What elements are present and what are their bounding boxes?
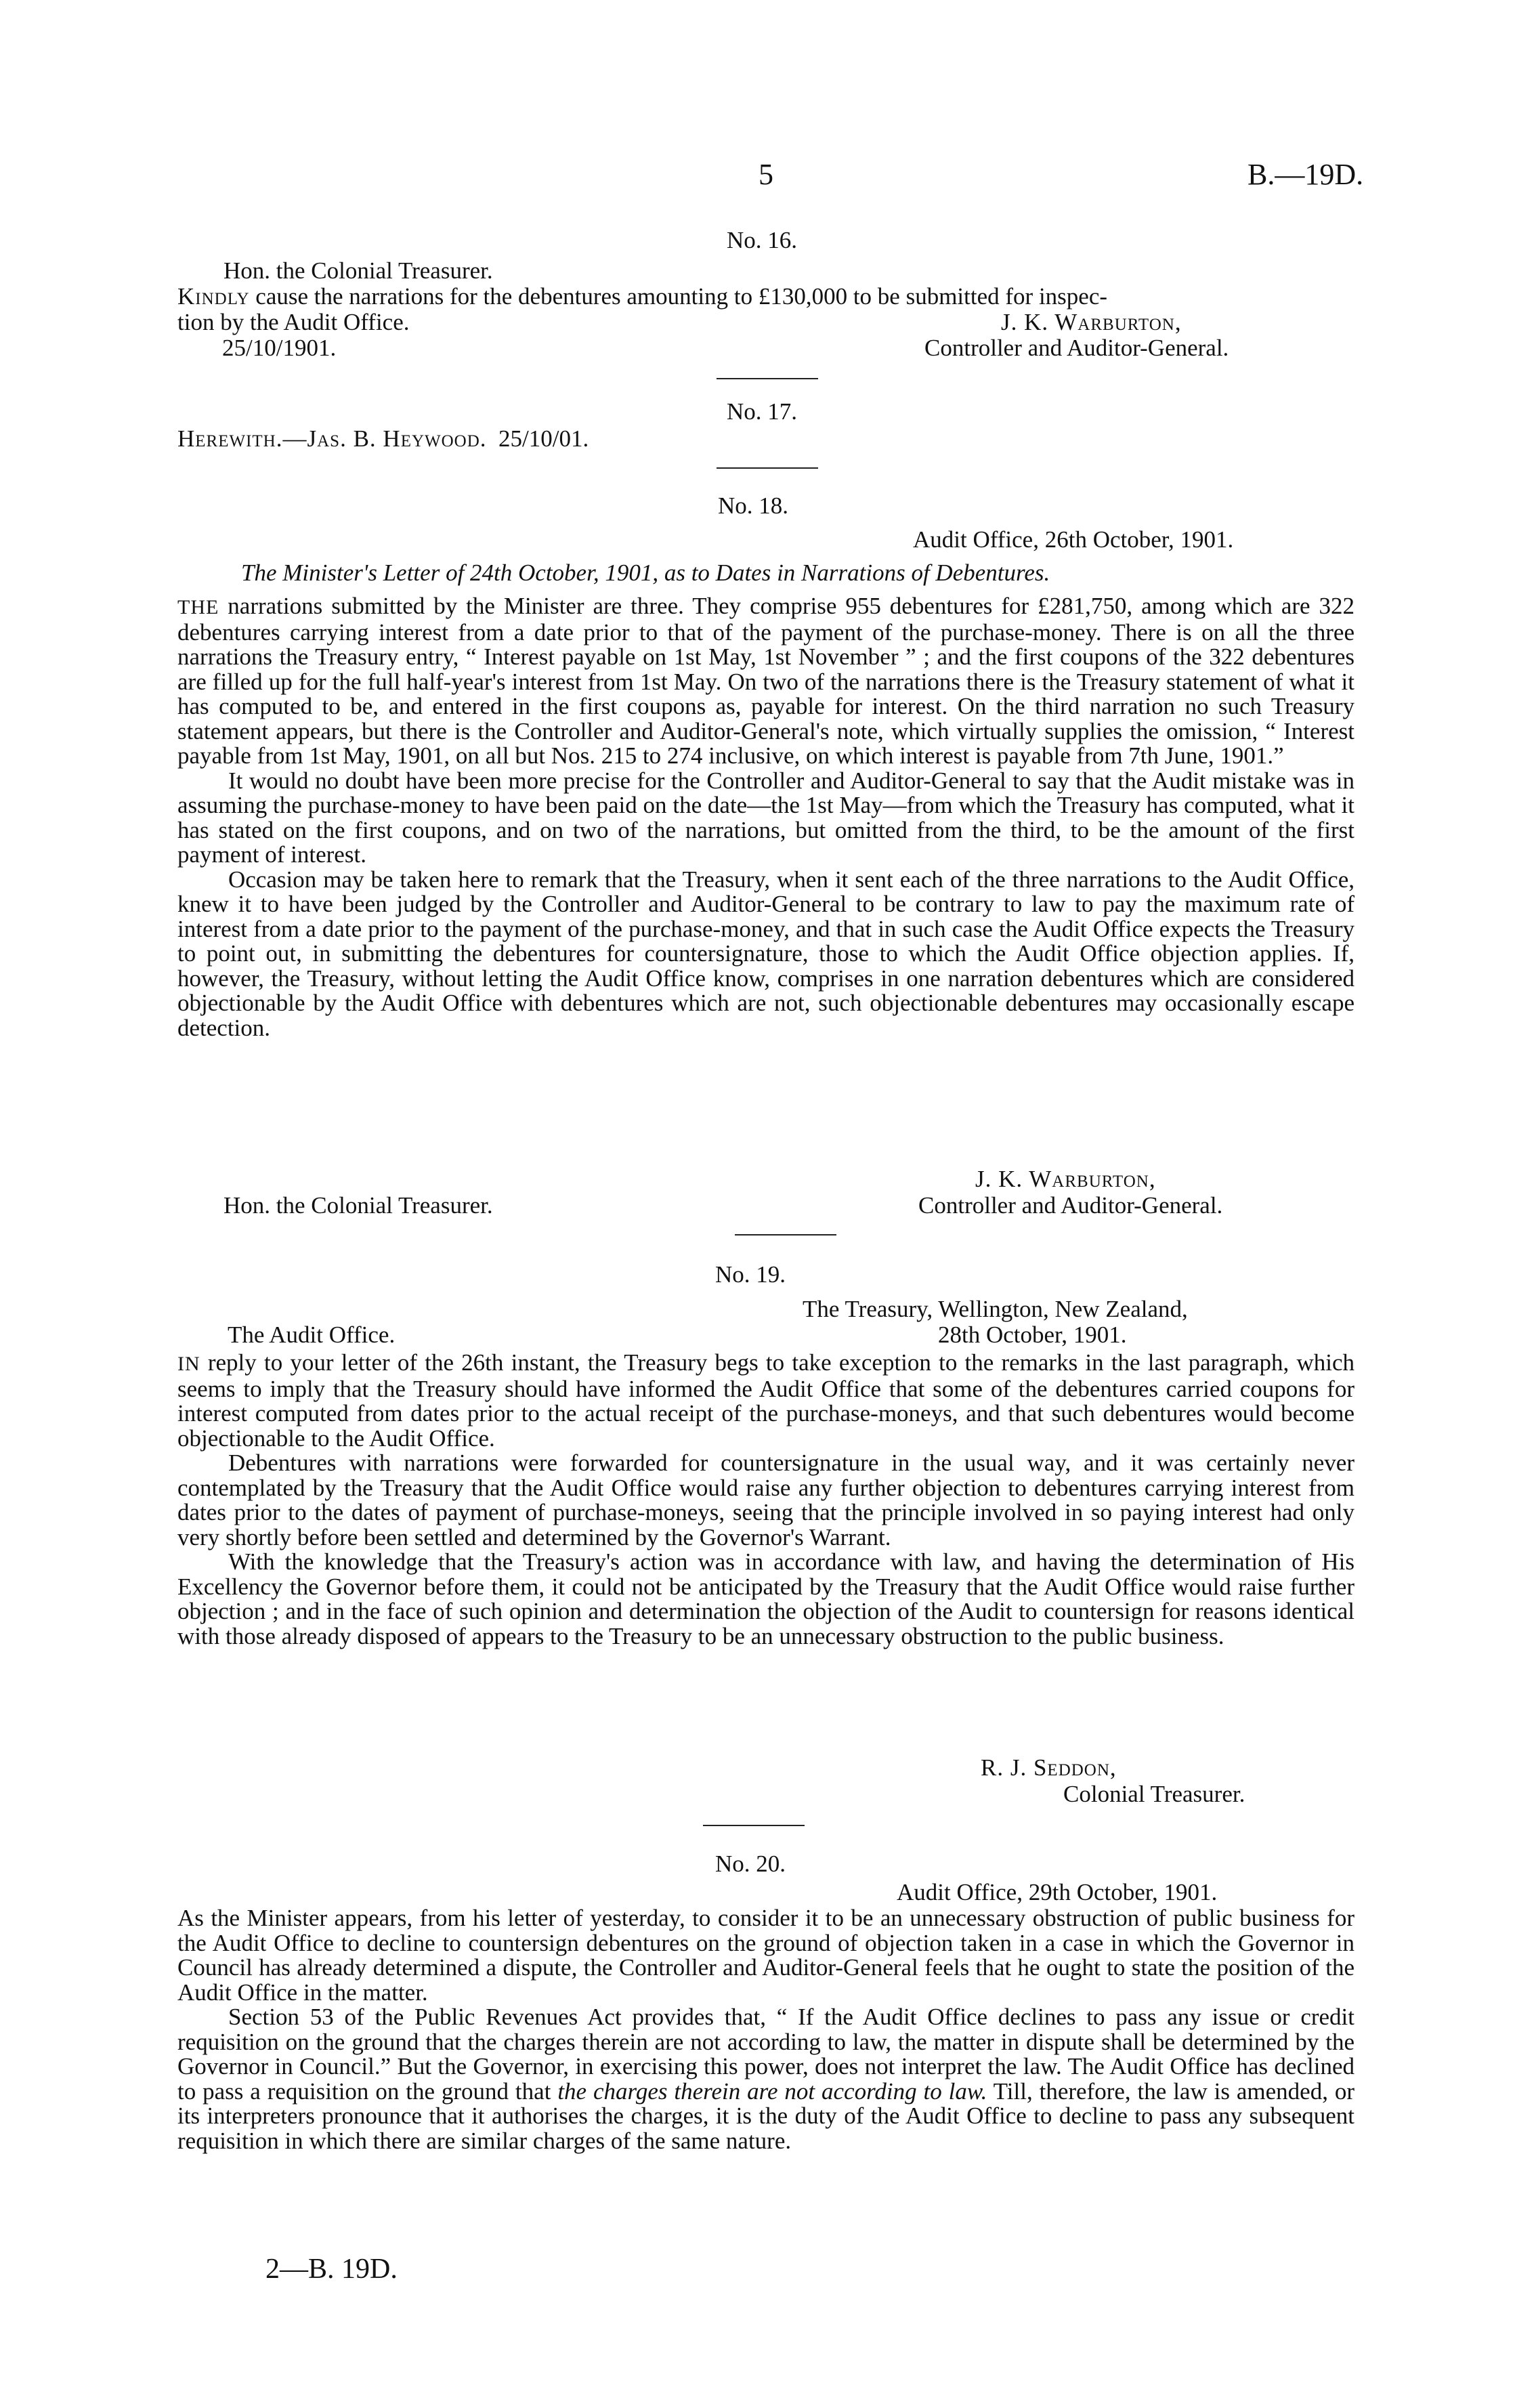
no16-line2: tion by the Audit Office. (177, 309, 410, 335)
no20-body (177, 1906, 1354, 2153)
no18-signer-name: J. K. Warburton, (975, 1166, 1156, 1192)
no18-paragraph-2: It would no doubt have been more precise for the Controller and Auditor-General to say that the Audit mistake was in assuming the purchase-money to have been paid on the date—the 1st May—from which the Treasury has computed, what it has stated on the first coupons, and on two of the narrations, but omitted from the third, to be the amount of the first payment of interest. (177, 767, 1354, 868)
no20-paragraph-2 (177, 2005, 1354, 2153)
no16-first-word: Kindly (177, 283, 250, 310)
section-divider (703, 1825, 805, 1826)
no17-heading: No. 17. (727, 398, 798, 425)
no20-para2-italic: the charges therein are not according to law. (557, 2077, 987, 2105)
footer-signature: 2—B. 19D. (265, 2254, 398, 2285)
no19-dateline-2: 28th October, 1901. (938, 1322, 1127, 1348)
no18-subject: The Minister's Letter of 24th October, 1901, as to Dates in Narrations of Debentures. (241, 559, 1050, 586)
no16-date: 25/10/1901. (222, 335, 337, 361)
no20-para2-text-b: Till, therefore, the law is amended, or its interpreters pronounce that it authorises the charges, it is the duty of the Audit Office to decline to pass any subsequent requisition in which there are similar charges of the same nature. (177, 2077, 1354, 2154)
no19-addressee: The Audit Office. (228, 1322, 396, 1348)
no16-line1-text: cause the narrations for the debentures amounting to £130,000 to be submitted for inspec- (255, 283, 1108, 310)
section-divider (717, 378, 818, 379)
no19-signer-title: Colonial Treasurer. (1063, 1781, 1245, 1807)
no19-paragraph-1 (177, 1351, 1354, 1451)
no19-signer-name: R. J. Seddon, (981, 1754, 1117, 1781)
no18-body (177, 594, 1354, 1040)
section-divider (717, 467, 818, 469)
no19-paragraph-3: With the knowledge that the Treasury's action was in accordance with law, and having the determination of His Excellency the Governor before them, it could not be anticipated by the Treasury that the Audit Office would raise further objection ; and in the face of such opinion and determination the objection of the Audit to countersign for reasons identical with those already disposed of appears to the Treasury to be an unnecessary obstruction to the public business. (177, 1548, 1354, 1649)
no19-para1-first-word: IN (177, 1353, 200, 1375)
no17-herewith: Herewith.—Jas. B. Heywood. (177, 425, 487, 452)
no19-heading: No. 19. (715, 1261, 786, 1288)
no18-paragraph-3: Occasion may be taken here to remark that the Treasury, when it sent each of the three narrations to the Audit Office, knew it to have been judged by the Controller and Auditor-General to be contrary to law to pay the maximum rate of interest from a date prior to the payment of the purchase-money, and that in such case the Audit Office expects the Treasury to point out, in submitting the debentures for countersignature, those to which the Audit Office objection applies. If, however, the Treasury, without letting the Audit Office know, comprises in one narration debentures which are considered objectionable by the Audit Office with debentures which are not, such objectionable debentures may occasionally escape detection. (177, 866, 1354, 1041)
no18-addressee: Hon. the Colonial Treasurer. (223, 1192, 493, 1219)
document-reference: B.—19D. (1247, 158, 1364, 191)
no16-addressee: Hon. the Colonial Treasurer. (223, 257, 493, 284)
section-divider (735, 1234, 836, 1235)
no17-date: 25/10/01. (498, 425, 589, 452)
no18-heading: No. 18. (718, 492, 789, 519)
no18-dateline: Audit Office, 26th October, 1901. (913, 526, 1234, 553)
no20-heading: No. 20. (715, 1851, 786, 1877)
no16-signer-name: J. K. Warburton, (1001, 309, 1182, 335)
no20-dateline: Audit Office, 29th October, 1901. (897, 1879, 1218, 1905)
no19-dateline-1: The Treasury, Wellington, New Zealand, (803, 1296, 1188, 1322)
no19-body (177, 1351, 1354, 1649)
no18-signer-title: Controller and Auditor-General. (918, 1192, 1223, 1219)
no17-text (177, 425, 589, 452)
no18-para1-first-word: THE (177, 596, 219, 618)
no18-para1-text: narrations submitted by the Minister are three. They comprise 955 debentures for £281,750, among which are 322 debentures carrying interest from a date prior to that of the payment of the purchase-money. There is on all the three narrations the Treasury entry, “ Interest payable on 1st May, 1st November ” ; and the first coupons of the 322 debentures are filled up for the full half-year's interest from 1st May. On two of the narrations there is the Treasury statement of what it has computed to be, and entered in the first coupons as, payable for interest. On the third narration no such Treasury statement appears, but there is the Controller and Auditor-General's note, which virtually supplies the omission, “ Interest payable from 1st May, 1901, on all but Nos. 215 to 274 inclusive, on which interest is payable from 7th June, 1901.” (177, 593, 1355, 769)
no20-paragraph-1: As the Minister appears, from his letter of yesterday, to consider it to be an unnecessary obstruction of public business for the Audit Office to decline to countersign debentures on the ground of objection taken in a case in which the Governor in Council has already determined a dispute, the Controller and Auditor-General feels that he ought to state the position of the Audit Office in the matter. (177, 1905, 1354, 2006)
no20-para2-text-a: Section 53 of the Public Revenues Act provides that, “ If the Audit Office declines to pass any issue or credit requisition on the ground that the charges therein are not according to law, the matter in dispute shall be determined by the Governor in Council.” But the Governor, in exercising this power, does not interpret the law. The Audit Office has declined to pass a requisition on the ground that (177, 2004, 1354, 2105)
no16-line1 (177, 283, 1107, 310)
no16-heading: No. 16. (727, 227, 798, 253)
page-number: 5 (759, 158, 773, 191)
no19-para1-text: reply to your letter of the 26th instant, the Treasury begs to take exception to the remarks in the last paragraph, which seems to imply that the Treasury should have informed the Audit Office that some of the debentures carried coupons for interest computed from dates prior to the actual receipt of the purchase-moneys, and that such debentures would become objectionable to the Audit Office. (177, 1349, 1354, 1452)
no19-paragraph-2: Debentures with narrations were forwarded for countersignature in the usual way, and it was certainly never contemplated by the Treasury that the Audit Office would raise any further objection to debentures carrying interest from dates prior to the dates of payment of purchase-moneys, seeing that the principle involved in so paying interest had only very shortly before been settled and determined by the Governor's Warrant. (177, 1450, 1354, 1550)
no18-paragraph-1 (177, 594, 1354, 769)
no16-signer-title: Controller and Auditor-General. (924, 335, 1229, 361)
